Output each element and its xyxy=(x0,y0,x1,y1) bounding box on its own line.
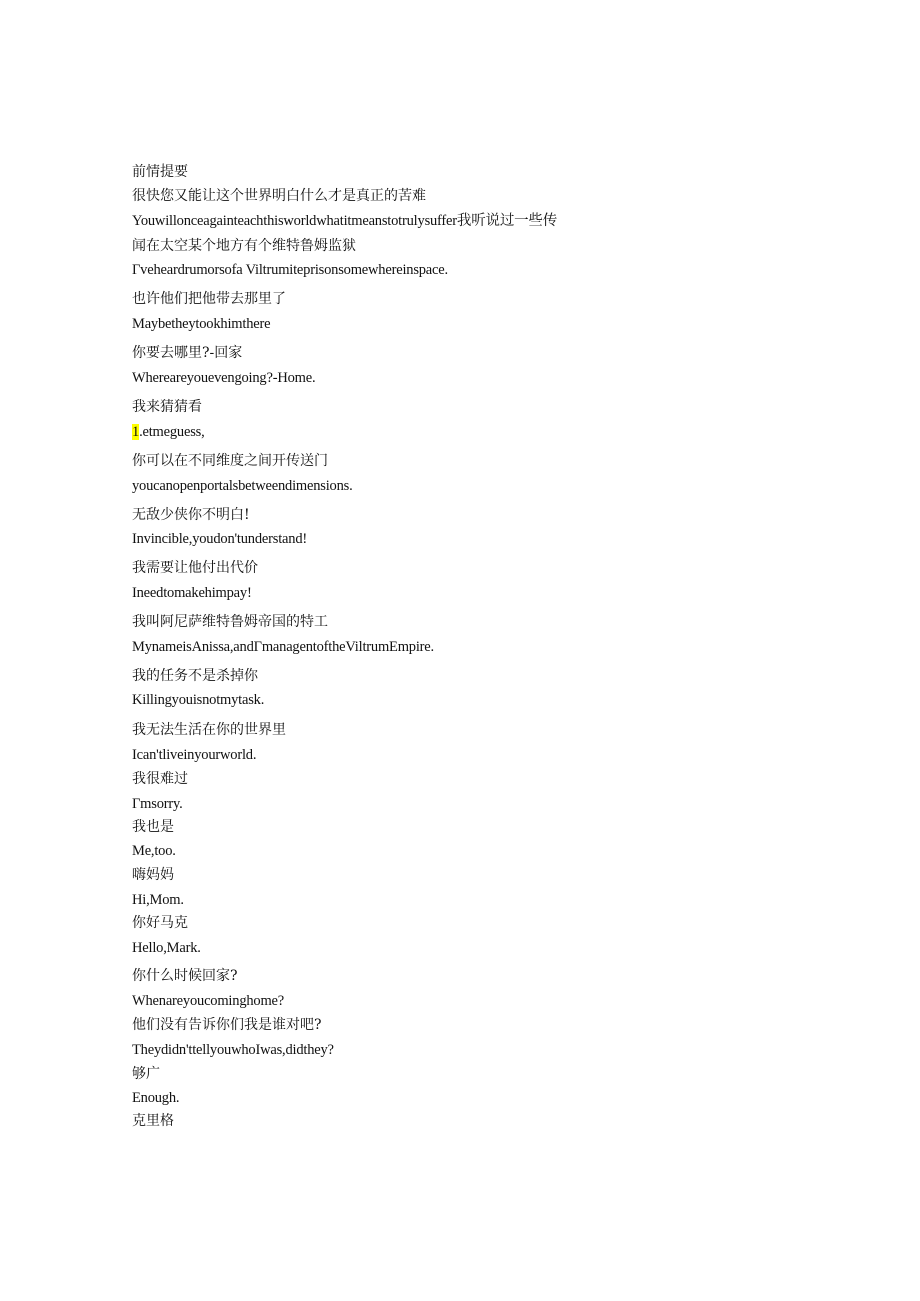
text-line: 你好马克 xyxy=(132,915,188,931)
text-line: Hi,Mom. xyxy=(132,892,184,908)
text-line: Whenareyoucominghome? xyxy=(132,993,285,1009)
text-line: 你要去哪里?-回家 xyxy=(132,345,243,361)
text-line xyxy=(132,423,205,441)
text-line: 前情提要 xyxy=(132,164,188,180)
text-line: 很快您又能让这个世界明白什么才是真正的苦难 xyxy=(132,188,426,204)
text-line: Ican'tliveinyourworld. xyxy=(132,747,257,763)
text-line: 他们没有告诉你们我是谁对吧? xyxy=(132,1017,322,1033)
text-line: 嗨妈妈 xyxy=(132,867,174,883)
text-line: Γmsorry. xyxy=(132,796,183,812)
text-line: Killingyouisnotmytask. xyxy=(132,692,265,708)
text-line: 我无法生活在你的世界里 xyxy=(132,722,286,738)
text-fragment: .etmeguess, xyxy=(139,424,205,440)
text-line: 你什么时候回家? xyxy=(132,968,238,984)
text-line: Ineedtomakehimpay! xyxy=(132,585,252,601)
text-line: 无敌少侠你不明白! xyxy=(132,507,250,523)
text-line: Hello,Mark. xyxy=(132,940,201,956)
text-line: 你可以在不同维度之间开传送门 xyxy=(132,453,328,469)
text-line: Whereareyouevengoing?-Home. xyxy=(132,370,316,386)
text-line: Enough. xyxy=(132,1090,180,1106)
text-line: 够广 xyxy=(132,1066,160,1082)
text-line: Theydidn'ttellyouwhoIwas,didthey? xyxy=(132,1042,334,1058)
text-line: 我需要让他付出代价 xyxy=(132,560,258,576)
highlighted-text: 1 xyxy=(132,424,140,440)
text-line: MynameisAnissa,andΓmanagentoftheViltrumEmpire. xyxy=(132,639,434,655)
text-line: 我来猜猜看 xyxy=(132,399,202,415)
text-line: Invincible,youdon'tunderstand! xyxy=(132,531,308,547)
text-line: Youwillonceagainteachthisworldwhatitmeanstotrulysuffer我听说过一些传 xyxy=(132,213,558,229)
text-line: 也许他们把他带去那里了 xyxy=(132,291,286,307)
text-line: Γveheardrumorsofa Viltrumiteprisonsomewhereinspace. xyxy=(132,262,448,278)
text-line: 闻在太空某个地方有个维特鲁姆监狱 xyxy=(132,238,356,254)
text-line: 克里格 xyxy=(132,1113,174,1129)
text-line: 我也是 xyxy=(132,819,174,835)
text-line: 我的任务不是杀掉你 xyxy=(132,668,258,684)
text-line: Me,too. xyxy=(132,843,176,859)
text-line: Maybetheytookhimthere xyxy=(132,316,271,332)
text-line: 我叫阿尼萨维特鲁姆帝国的特工 xyxy=(132,614,328,630)
text-line: youcanopenportalsbetweendimensions. xyxy=(132,478,353,494)
text-line: 我很难过 xyxy=(132,771,188,787)
